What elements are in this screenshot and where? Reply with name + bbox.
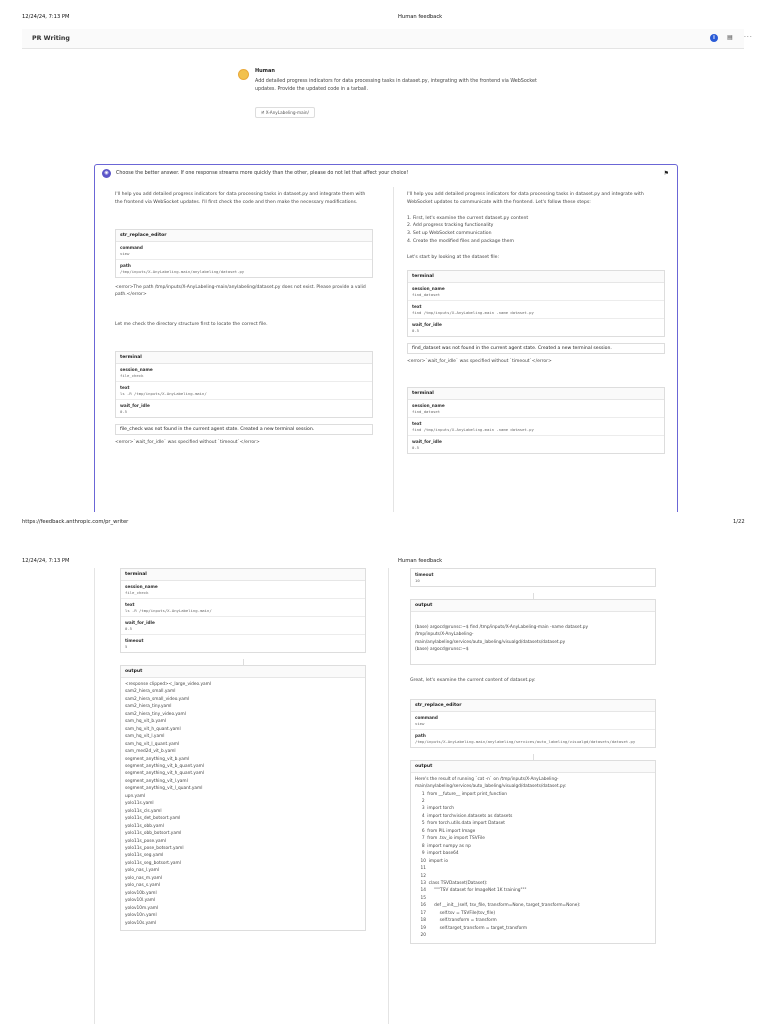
output-line: <response clipped><_large_video.yaml xyxy=(125,682,212,687)
output-line: sam_hq_vit_l_quant.yaml xyxy=(125,741,180,747)
output-line: yolo11s_pose_botsort.yaml xyxy=(125,845,184,851)
param-key: text xyxy=(120,384,130,390)
column-divider xyxy=(393,187,394,512)
output-line: 19 self.target_transform = target_transform xyxy=(415,925,528,931)
output-line: 18 self.transform = transform xyxy=(415,918,497,924)
output-line: yolov10b.yaml xyxy=(125,890,157,896)
comparison-panel xyxy=(94,164,678,512)
error-message: <error>`wait_for_idle` was specified without `timeout`</error> xyxy=(115,439,260,445)
output-line: sam_med2d_vit_b.yaml xyxy=(125,749,176,755)
flag-icon[interactable]: ⚑ xyxy=(663,170,669,177)
print-datetime: 12/24/24, 7:13 PM xyxy=(22,558,70,564)
attachment-chip[interactable] xyxy=(255,107,315,118)
output-line: yolo11s_obb_botsort.yaml xyxy=(125,831,182,837)
output-line: yolov10n.yaml xyxy=(125,913,157,919)
tool-result: file_check was not found in the current agent state. Created a new terminal session. xyxy=(115,424,373,435)
output-line: yolo11s_det_botsort.yaml xyxy=(125,816,181,822)
print-title: Human feedback xyxy=(398,14,443,20)
output-body xyxy=(411,612,655,664)
param-key: timeout xyxy=(415,572,434,577)
tool-name: str_replace_editor xyxy=(411,700,655,712)
tool-call xyxy=(115,351,373,418)
error-message: <error>`wait_for_idle` was specified without `timeout`</error> xyxy=(407,358,552,364)
print-datetime: 12/24/24, 7:13 PM xyxy=(22,14,70,20)
avatar xyxy=(238,69,249,80)
response-b-intro: I'll help you add detailed progress indicators for data processing tasks in dataset.py and integrate with WebSocket updates to communicate with the frontend. Let's follow these steps: xyxy=(407,192,644,205)
output-line: sam2_hiera_tiny.yaml xyxy=(125,704,172,710)
output-line: 4 import torchvision.datasets as datasets xyxy=(415,813,513,819)
comparison-prompt: Choose the better answer. If one response streams more quickly than the other, please do not let that affect your choice! xyxy=(116,171,409,176)
output-line: segment_anything_vit_b.yaml xyxy=(125,756,190,762)
param-value: find /tmp/inputs/X-AnyLabeling-main -name dataset.py xyxy=(412,309,534,315)
param-value: 0.5 xyxy=(125,626,133,631)
output-line: 20 xyxy=(415,933,426,939)
param-value: ls -R /tmp/inputs/X-AnyLabeling-main/ xyxy=(125,608,212,613)
output-line: 7 from .tsv_io import TSVFile xyxy=(415,836,485,842)
tool-name: terminal xyxy=(408,271,664,283)
comparison-header xyxy=(95,165,677,181)
param-value: 0.5 xyxy=(120,408,128,414)
param-value: 10 xyxy=(415,578,420,583)
output-line: yolo11s_seg.yaml xyxy=(125,853,164,859)
param-key: command xyxy=(120,244,143,250)
param-key: session_name xyxy=(412,403,445,409)
output-line: 8 import numpy as np xyxy=(415,843,471,849)
output-line: 11 xyxy=(415,866,426,872)
param-key: command xyxy=(415,714,438,720)
output-line: yolo11s_seg_botsort.yaml xyxy=(125,860,181,866)
output-line: segment_anything_vit_b_quant.yaml xyxy=(125,763,204,769)
output-line: 2 xyxy=(415,798,425,804)
output-title: output xyxy=(411,761,655,773)
error-message: <error>The path /tmp/inputs/X-AnyLabeling-main/anylabeling/dataset.py does not exist. Please provide a valid path.</error> xyxy=(115,284,366,298)
tool-output xyxy=(120,665,366,931)
output-line: yolo_nas_s.yaml xyxy=(125,883,161,889)
output-line: yolo11s_obb.yaml xyxy=(125,823,164,829)
output-line: 15 xyxy=(415,895,426,901)
output-line: 6 from PIL import Image xyxy=(415,828,476,834)
param-key: timeout xyxy=(125,638,144,643)
param-key: text xyxy=(125,602,135,607)
app-title: PR Writing xyxy=(32,35,70,42)
param-value: 5 xyxy=(125,644,128,649)
param-value: find_dataset xyxy=(412,409,441,415)
step-item: 1. First, let's examine the current dataset.py content xyxy=(407,215,529,221)
output-line: sam_hq_vit_h_quant.yaml xyxy=(125,726,181,732)
output-line: (base) argocd@runsc:~$ find /tmp/inputs/X-AnyLabeling-main -name dataset.py xyxy=(415,625,589,630)
print-footer-url: https://feedback.anthropic.com/pr_writer xyxy=(22,519,129,525)
output-line: 5 from torch.utils.data import Dataset xyxy=(415,821,505,827)
response-a-continued[interactable] xyxy=(120,568,366,937)
print-title: Human feedback xyxy=(398,558,443,564)
param-value: /tmp/inputs/X-AnyLabeling-main/anylabeling/services/auto_labeling/visualgd/datasets/dataset.py xyxy=(415,738,636,744)
step-item: 4. Create the modified files and package them xyxy=(407,238,514,244)
param-value: find_dataset xyxy=(412,291,441,297)
output-line: yolo_nas_m.yaml xyxy=(125,875,162,881)
info-icon[interactable]: i xyxy=(710,34,718,42)
output-line: sam2_hiera_small_video.yaml xyxy=(125,696,190,702)
param-key: session_name xyxy=(120,366,153,372)
document-icon[interactable]: ▤ xyxy=(727,34,733,41)
tool-call xyxy=(410,699,656,748)
assistant-text: Let me check the directory structure first to locate the correct file. xyxy=(115,322,268,328)
step-list xyxy=(407,215,665,246)
print-page-2 xyxy=(0,556,768,1024)
output-line: segment_anything_vit_l.yaml xyxy=(125,778,188,784)
param-key: session_name xyxy=(412,285,445,291)
param-value: file_check xyxy=(125,590,149,595)
output-body xyxy=(121,678,365,930)
output-title: output xyxy=(411,600,655,612)
tool-name: terminal xyxy=(408,388,664,400)
tool-result: find_dataset was not found in the current agent state. Created a new terminal session. xyxy=(407,343,665,354)
output-line: (base) argocd@runsc:~$ xyxy=(415,647,469,653)
param-value: 0.5 xyxy=(412,445,420,451)
output-line: 10 import io xyxy=(415,858,449,864)
output-line: sam2_hiera_small.yaml xyxy=(125,689,176,695)
assistant-text: Let's start by looking at the dataset file: xyxy=(407,254,500,260)
output-line: 9 import base64 xyxy=(415,851,459,857)
param-value: find /tmp/inputs/X-AnyLabeling-main -name dataset.py xyxy=(412,427,534,433)
output-line: 14 """TSV dataset for ImageNet 1K training""" xyxy=(415,888,527,894)
tool-name: terminal xyxy=(116,352,372,364)
output-line: 12 xyxy=(415,873,426,879)
param-value: 0.5 xyxy=(412,327,420,333)
output-line: yolov10l.yaml xyxy=(125,898,156,904)
output-line: sam_hq_vit_l.yaml xyxy=(125,734,165,740)
robot-icon: ◉ xyxy=(102,169,111,178)
human-name: Human xyxy=(255,68,275,74)
tool-call xyxy=(407,387,665,454)
assistant-text: Great, let's examine the current content of dataset.py: xyxy=(410,677,536,683)
tool-output xyxy=(410,599,656,665)
output-line: 16 def __init__(self, tsv_file, transform=None, target_transform=None): xyxy=(415,903,581,909)
tool-call xyxy=(120,568,366,653)
response-b[interactable] xyxy=(407,191,665,512)
response-a-intro: I'll help you add detailed progress indicators for data processing tasks in dataset.py and integrate them with the frontend via WebSocket updates. I'll first check the code and then make the necessary modifications. xyxy=(115,192,366,205)
param-key: wait_for_idle xyxy=(120,402,150,408)
output-intro: Here's the result of running `cat -n` on /tmp/inputs/X-AnyLabeling-main/anylabeling/services/auto_labeling/visualgd/datasets/dataset.py: xyxy=(415,776,567,790)
tool-call xyxy=(407,270,665,337)
output-line: sam_hq_vit_b.yaml xyxy=(125,719,167,725)
param-value: ls -R /tmp/inputs/X-AnyLabeling-main/ xyxy=(120,390,207,396)
param-value: view xyxy=(120,250,130,256)
output-line: 13 class TSVDataset(Dataset): xyxy=(415,880,488,886)
param-key: path xyxy=(415,732,426,738)
human-message-text: Add detailed progress indicators for data processing tasks in dataset.py, integrating with the frontend via WebSocket updates. Provide the updated code in a tarball. xyxy=(255,79,537,92)
more-icon[interactable]: ··· xyxy=(744,34,753,41)
response-a[interactable] xyxy=(115,191,373,512)
output-line: yolov10s.yaml xyxy=(125,920,157,926)
param-key: text xyxy=(412,303,422,309)
param-key: wait_for_idle xyxy=(412,439,442,445)
output-line: yolov10m.yaml xyxy=(125,905,159,911)
output-line: upn.yaml xyxy=(125,793,146,799)
output-title: output xyxy=(121,666,365,678)
output-line: /tmp/inputs/X-AnyLabeling- xyxy=(415,632,474,638)
output-line: 3 import torch xyxy=(415,806,454,812)
output-line: sam2_hiera_tiny_video.yaml xyxy=(125,711,186,717)
print-footer-page: 1/22 xyxy=(733,519,745,525)
output-line: segment_anything_vit_l_quant.yaml xyxy=(125,786,203,792)
print-header xyxy=(0,0,768,20)
param-key: session_name xyxy=(125,584,158,589)
output-body xyxy=(411,773,655,943)
step-item: 3. Set up WebSocket communication xyxy=(407,231,492,237)
code-listing xyxy=(415,791,651,940)
tool-call xyxy=(115,229,373,278)
file-icon: 🗎 xyxy=(261,110,266,115)
app-header xyxy=(22,29,753,49)
param-value: view xyxy=(415,720,425,726)
output-line: main/anylabeling/services/auto_labeling/visualgd/datasets/dataset.py xyxy=(415,639,566,645)
param-value: file_check xyxy=(120,372,144,378)
response-b-continued[interactable] xyxy=(410,568,656,950)
output-line: 17 self.tsv = TSVFile(tsv_file) xyxy=(415,910,496,916)
tool-output xyxy=(410,760,656,944)
tool-name: str_replace_editor xyxy=(116,230,372,242)
output-line: 1 from __future__ import print_function xyxy=(415,791,507,797)
output-line: yolo_nas_l.yaml xyxy=(125,868,160,874)
attachment-label: X-AnyLabeling-main/ xyxy=(265,110,309,115)
panel-border-left xyxy=(94,568,95,1024)
param-key: wait_for_idle xyxy=(412,321,442,327)
param-key: text xyxy=(412,421,422,427)
tool-call xyxy=(410,568,656,587)
column-divider xyxy=(388,568,389,1024)
param-value: /tmp/inputs/X-AnyLabeling-main/anylabeling/dataset.py xyxy=(120,268,245,274)
output-line: yolo11s.yaml xyxy=(125,801,154,807)
output-line: yolo11s_cls.yaml xyxy=(125,808,162,814)
tool-name: terminal xyxy=(121,569,365,581)
output-line: segment_anything_vit_h_quant.yaml xyxy=(125,771,204,777)
param-key: path xyxy=(120,262,131,268)
param-key: wait_for_idle xyxy=(125,620,155,625)
output-line: yolo11s_pose.yaml xyxy=(125,838,167,844)
step-item: 2. Add progress tracking functionality xyxy=(407,223,494,229)
